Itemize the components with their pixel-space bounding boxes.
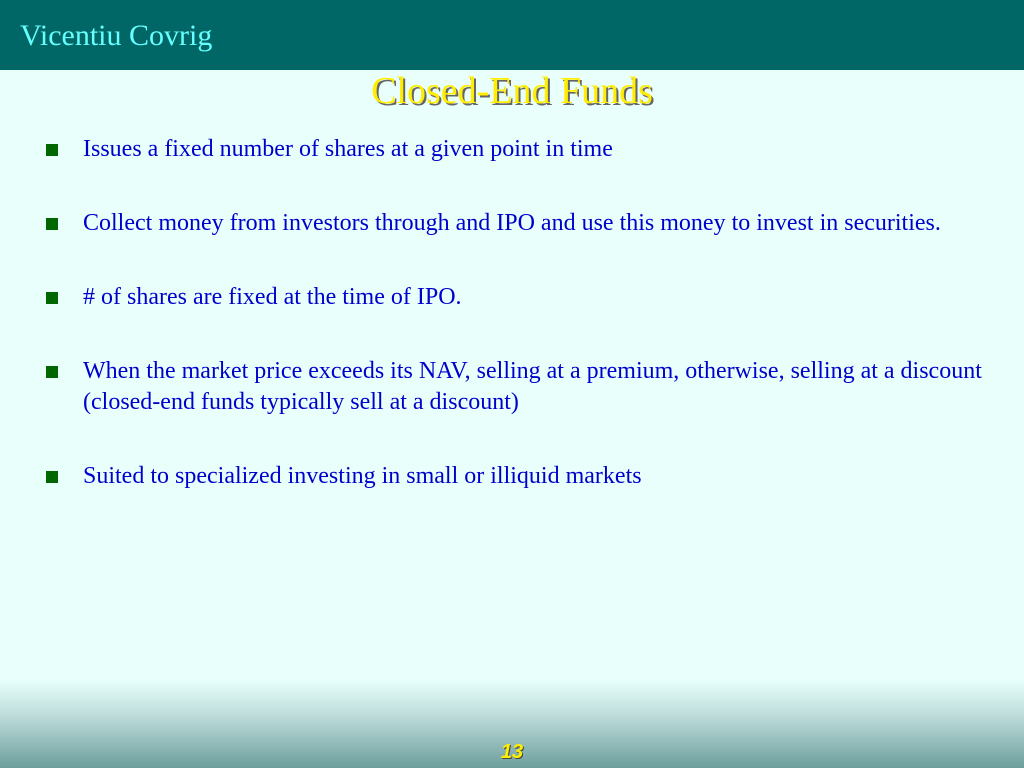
- author-name: Vicentiu Covrig: [20, 19, 213, 52]
- page-number: 13: [500, 741, 524, 763]
- bullet-text: When the market price exceeds its NAV, selling at a premium, otherwise, selling at a discount (closed-end funds typically sell at a discount): [83, 358, 982, 415]
- square-bullet-icon: [46, 366, 58, 378]
- bullet-text: # of shares are fixed at the time of IPO.: [83, 284, 462, 310]
- square-bullet-icon: [46, 471, 58, 483]
- bullet-item: [40, 208, 1000, 239]
- bullet-item: [40, 461, 1000, 492]
- bullet-item: [40, 356, 1000, 418]
- bullet-text: Issues a fixed number of shares at a given point in time: [83, 136, 613, 162]
- square-bullet-icon: [46, 218, 58, 230]
- bullet-text: Collect money from investors through and IPO and use this money to invest in securities.: [83, 210, 941, 236]
- slide-title: Closed-End Funds: [371, 70, 653, 112]
- bullet-text: Suited to specialized investing in small or illiquid markets: [83, 463, 642, 489]
- square-bullet-icon: [46, 292, 58, 304]
- square-bullet-icon: [46, 144, 58, 156]
- bullet-list: [40, 134, 1000, 492]
- header-bar: [0, 0, 1024, 70]
- bullet-item: [40, 282, 1000, 313]
- bullet-item: [40, 134, 1000, 165]
